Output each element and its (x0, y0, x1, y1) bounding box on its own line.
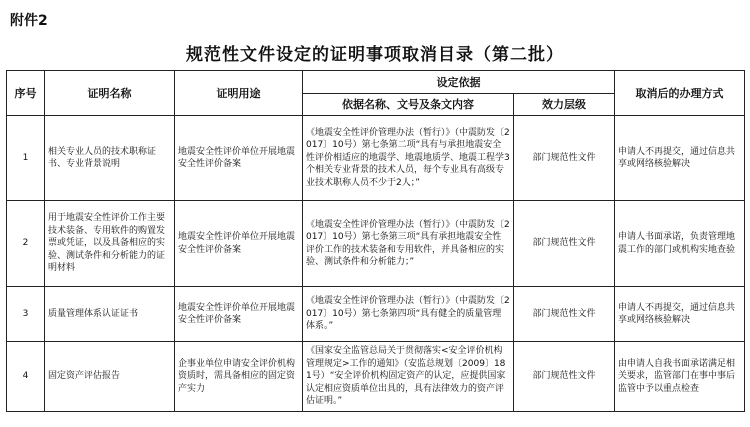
cell-name: 固定资产评估报告 (45, 342, 175, 412)
table-row (7, 201, 745, 287)
table-row (7, 342, 745, 412)
cell-basis: 《地震安全性评价管理办法（暂行）》（中震防发〔2017〕10号）第七条第三项“具有承担地震安全性评价工作的技术装备和专用软件，并具备相应的实验、测试条件和分析能力；” (303, 201, 514, 287)
cell-basis: 《国家安全监管总局关于贯彻落实<安全评价机构管理规定>工作的通知》（安监总规划〔2009〕181号）“安全评价机构固定资产的认定，应提供国家认定相应资质单位出具的，具有法律效力的资产评估证明。” (303, 342, 514, 412)
attachment-label: 附件2 (10, 13, 48, 29)
header-seq: 序号 (7, 71, 45, 116)
cell-handling: 由申请人自我书面承诺满足相关要求，监管部门在事中事后监管中予以重点检查 (615, 342, 745, 412)
certificate-cancellation-table (6, 70, 745, 412)
cell-name: 质量管理体系认证证书 (45, 287, 175, 342)
cell-name: 用于地震安全性评价工作主要技术装备、专用软件的购置发票或凭证，以及具备相应的实验、测试条件和分析能力的证明材料 (45, 201, 175, 287)
cell-handling: 申请人书面承诺，负责管理地震工作的部门或机构实地查验 (615, 201, 745, 287)
header-purpose: 证明用途 (175, 71, 303, 116)
cell-purpose: 地震安全性评价单位开展地震安全性评价备案 (175, 201, 303, 287)
table-row (7, 287, 745, 342)
cell-handling: 申请人不再提交，通过信息共享或网络核验解决 (615, 116, 745, 201)
cell-basis: 《地震安全性评价管理办法（暂行）》（中震防发〔2017〕10号）第七条第二项“具有与承担地震安全性评价相适应的地震学、地震地质学、地震工程学3个相关专业背景的技术人员，每个专业具有高级专业技术职称人员不少于2人；” (303, 116, 514, 201)
page-title: 规范性文件设定的证明事项取消目录（第二批） (186, 45, 564, 65)
cell-purpose: 地震安全性评价单位开展地震安全性评价备案 (175, 287, 303, 342)
cell-seq: 4 (7, 342, 45, 412)
cell-seq: 1 (7, 116, 45, 201)
table-header-row (7, 71, 745, 94)
cell-name: 相关专业人员的技术职称证书、专业背景说明 (45, 116, 175, 201)
table-row (7, 116, 745, 201)
cell-level: 部门规范性文件 (514, 287, 615, 342)
cell-handling: 申请人不再提交，通过信息共享或网络核验解决 (615, 287, 745, 342)
header-level: 效力层级 (514, 94, 615, 116)
cell-level: 部门规范性文件 (514, 201, 615, 287)
cell-level: 部门规范性文件 (514, 116, 615, 201)
cell-basis: 《地震安全性评价管理办法（暂行）》（中震防发〔2017〕10号）第七条第四项“具有健全的质量管理体系。” (303, 287, 514, 342)
header-name: 证明名称 (45, 71, 175, 116)
header-basis-group: 设定依据 (303, 71, 615, 94)
header-handling: 取消后的办理方式 (615, 71, 745, 116)
cell-purpose: 地震安全性评价单位开展地震安全性评价备案 (175, 116, 303, 201)
cell-seq: 3 (7, 287, 45, 342)
cell-seq: 2 (7, 201, 45, 287)
header-basis-doc: 依据名称、文号及条文内容 (303, 94, 514, 116)
cell-level: 部门规范性文件 (514, 342, 615, 412)
cell-purpose: 企事业单位申请安全评价机构资质时，需具备相应的固定资产实力 (175, 342, 303, 412)
